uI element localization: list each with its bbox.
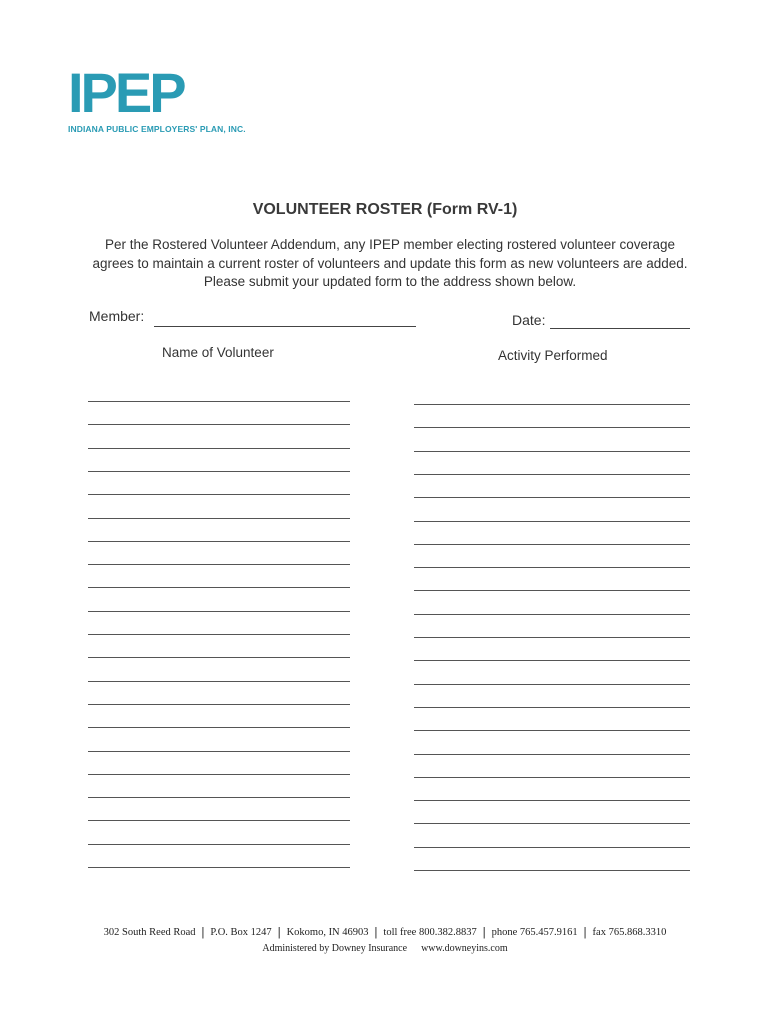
- volunteer-name-field[interactable]: [88, 448, 350, 449]
- activity-performed-field[interactable]: [414, 800, 690, 801]
- volunteer-name-field[interactable]: [88, 611, 350, 612]
- footer-divider: |: [482, 924, 486, 939]
- intro-line: Please submit your updated form to the address shown below.: [203, 274, 577, 289]
- form-title: VOLUNTEER ROSTER (Form RV-1): [252, 201, 518, 218]
- org-name: INDIANA PUBLIC EMPLOYERS' PLAN, INC.: [68, 124, 246, 134]
- activity-performed-field[interactable]: [414, 847, 690, 848]
- footer-phone: phone 765.457.9161: [491, 927, 578, 938]
- footer-fax: fax 765.868.3310: [592, 927, 667, 938]
- activity-performed-field[interactable]: [414, 497, 690, 498]
- footer-street: 302 South Reed Road: [103, 927, 196, 938]
- volunteer-name-field[interactable]: [88, 634, 350, 635]
- footer-website: www.downeyins.com: [421, 943, 508, 954]
- member-field[interactable]: [154, 326, 416, 327]
- footer-admin: [0, 943, 770, 954]
- activity-performed-field[interactable]: [414, 521, 690, 522]
- intro-paragraph: [70, 236, 710, 292]
- footer-toll-free: toll free 800.382.8837: [383, 927, 477, 938]
- volunteer-name-field[interactable]: [88, 424, 350, 425]
- activity-performed-field[interactable]: [414, 544, 690, 545]
- volunteer-name-field[interactable]: [88, 867, 350, 868]
- footer-divider: |: [201, 924, 205, 939]
- volunteer-name-field[interactable]: [88, 727, 350, 728]
- volunteer-name-field[interactable]: [88, 471, 350, 472]
- activity-performed-field[interactable]: [414, 707, 690, 708]
- activity-performed-field[interactable]: [414, 567, 690, 568]
- date-label: Date:: [512, 312, 546, 328]
- footer-address: [0, 924, 770, 940]
- ipep-logo: [68, 66, 228, 118]
- activity-performed-field[interactable]: [414, 590, 690, 591]
- ipep-logo-mark: [68, 66, 213, 118]
- activity-performed-field[interactable]: [414, 637, 690, 638]
- volunteer-name-field[interactable]: [88, 751, 350, 752]
- activity-performed-field[interactable]: [414, 870, 690, 871]
- intro-line: agrees to maintain a current roster of volunteers and update this form as new volunteers are added.: [92, 255, 688, 271]
- footer-po-box: P.O. Box 1247: [210, 927, 272, 938]
- activity-performed-field[interactable]: [414, 614, 690, 615]
- activity-performed-field[interactable]: [414, 660, 690, 661]
- volunteer-name-field[interactable]: [88, 401, 350, 402]
- volunteer-name-field[interactable]: [88, 797, 350, 798]
- activity-performed-field[interactable]: [414, 823, 690, 824]
- volunteer-name-field[interactable]: [88, 704, 350, 705]
- footer-divider: |: [374, 924, 378, 939]
- logo-text: IPEP: [68, 66, 184, 118]
- activity-performed-field[interactable]: [414, 777, 690, 778]
- activity-performed-field[interactable]: [414, 730, 690, 731]
- activity-performed-field[interactable]: [414, 684, 690, 685]
- date-field[interactable]: [550, 328, 690, 329]
- activity-performed-field[interactable]: [414, 451, 690, 452]
- volunteer-column-header: Name of Volunteer: [162, 345, 274, 360]
- volunteer-name-field[interactable]: [88, 541, 350, 542]
- volunteer-name-field[interactable]: [88, 564, 350, 565]
- volunteer-name-field[interactable]: [88, 681, 350, 682]
- volunteer-name-field[interactable]: [88, 518, 350, 519]
- activity-performed-field[interactable]: [414, 474, 690, 475]
- activity-performed-field[interactable]: [414, 427, 690, 428]
- member-label: Member:: [89, 308, 145, 324]
- footer-city: Kokomo, IN 46903: [286, 927, 369, 938]
- footer-administered-by: Administered by Downey Insurance: [262, 943, 408, 954]
- activity-performed-field[interactable]: [414, 754, 690, 755]
- activity-column-header: Activity Performed: [498, 348, 608, 363]
- volunteer-name-field[interactable]: [88, 820, 350, 821]
- footer-divider: |: [277, 924, 281, 939]
- intro-line: Per the Rostered Volunteer Addendum, any IPEP member electing rostered volunteer coverage: [104, 237, 676, 252]
- activity-performed-field[interactable]: [414, 404, 690, 405]
- volunteer-name-field[interactable]: [88, 657, 350, 658]
- volunteer-name-field[interactable]: [88, 844, 350, 845]
- volunteer-name-field[interactable]: [88, 494, 350, 495]
- footer-divider: |: [583, 924, 587, 939]
- volunteer-name-field[interactable]: [88, 774, 350, 775]
- volunteer-name-field[interactable]: [88, 587, 350, 588]
